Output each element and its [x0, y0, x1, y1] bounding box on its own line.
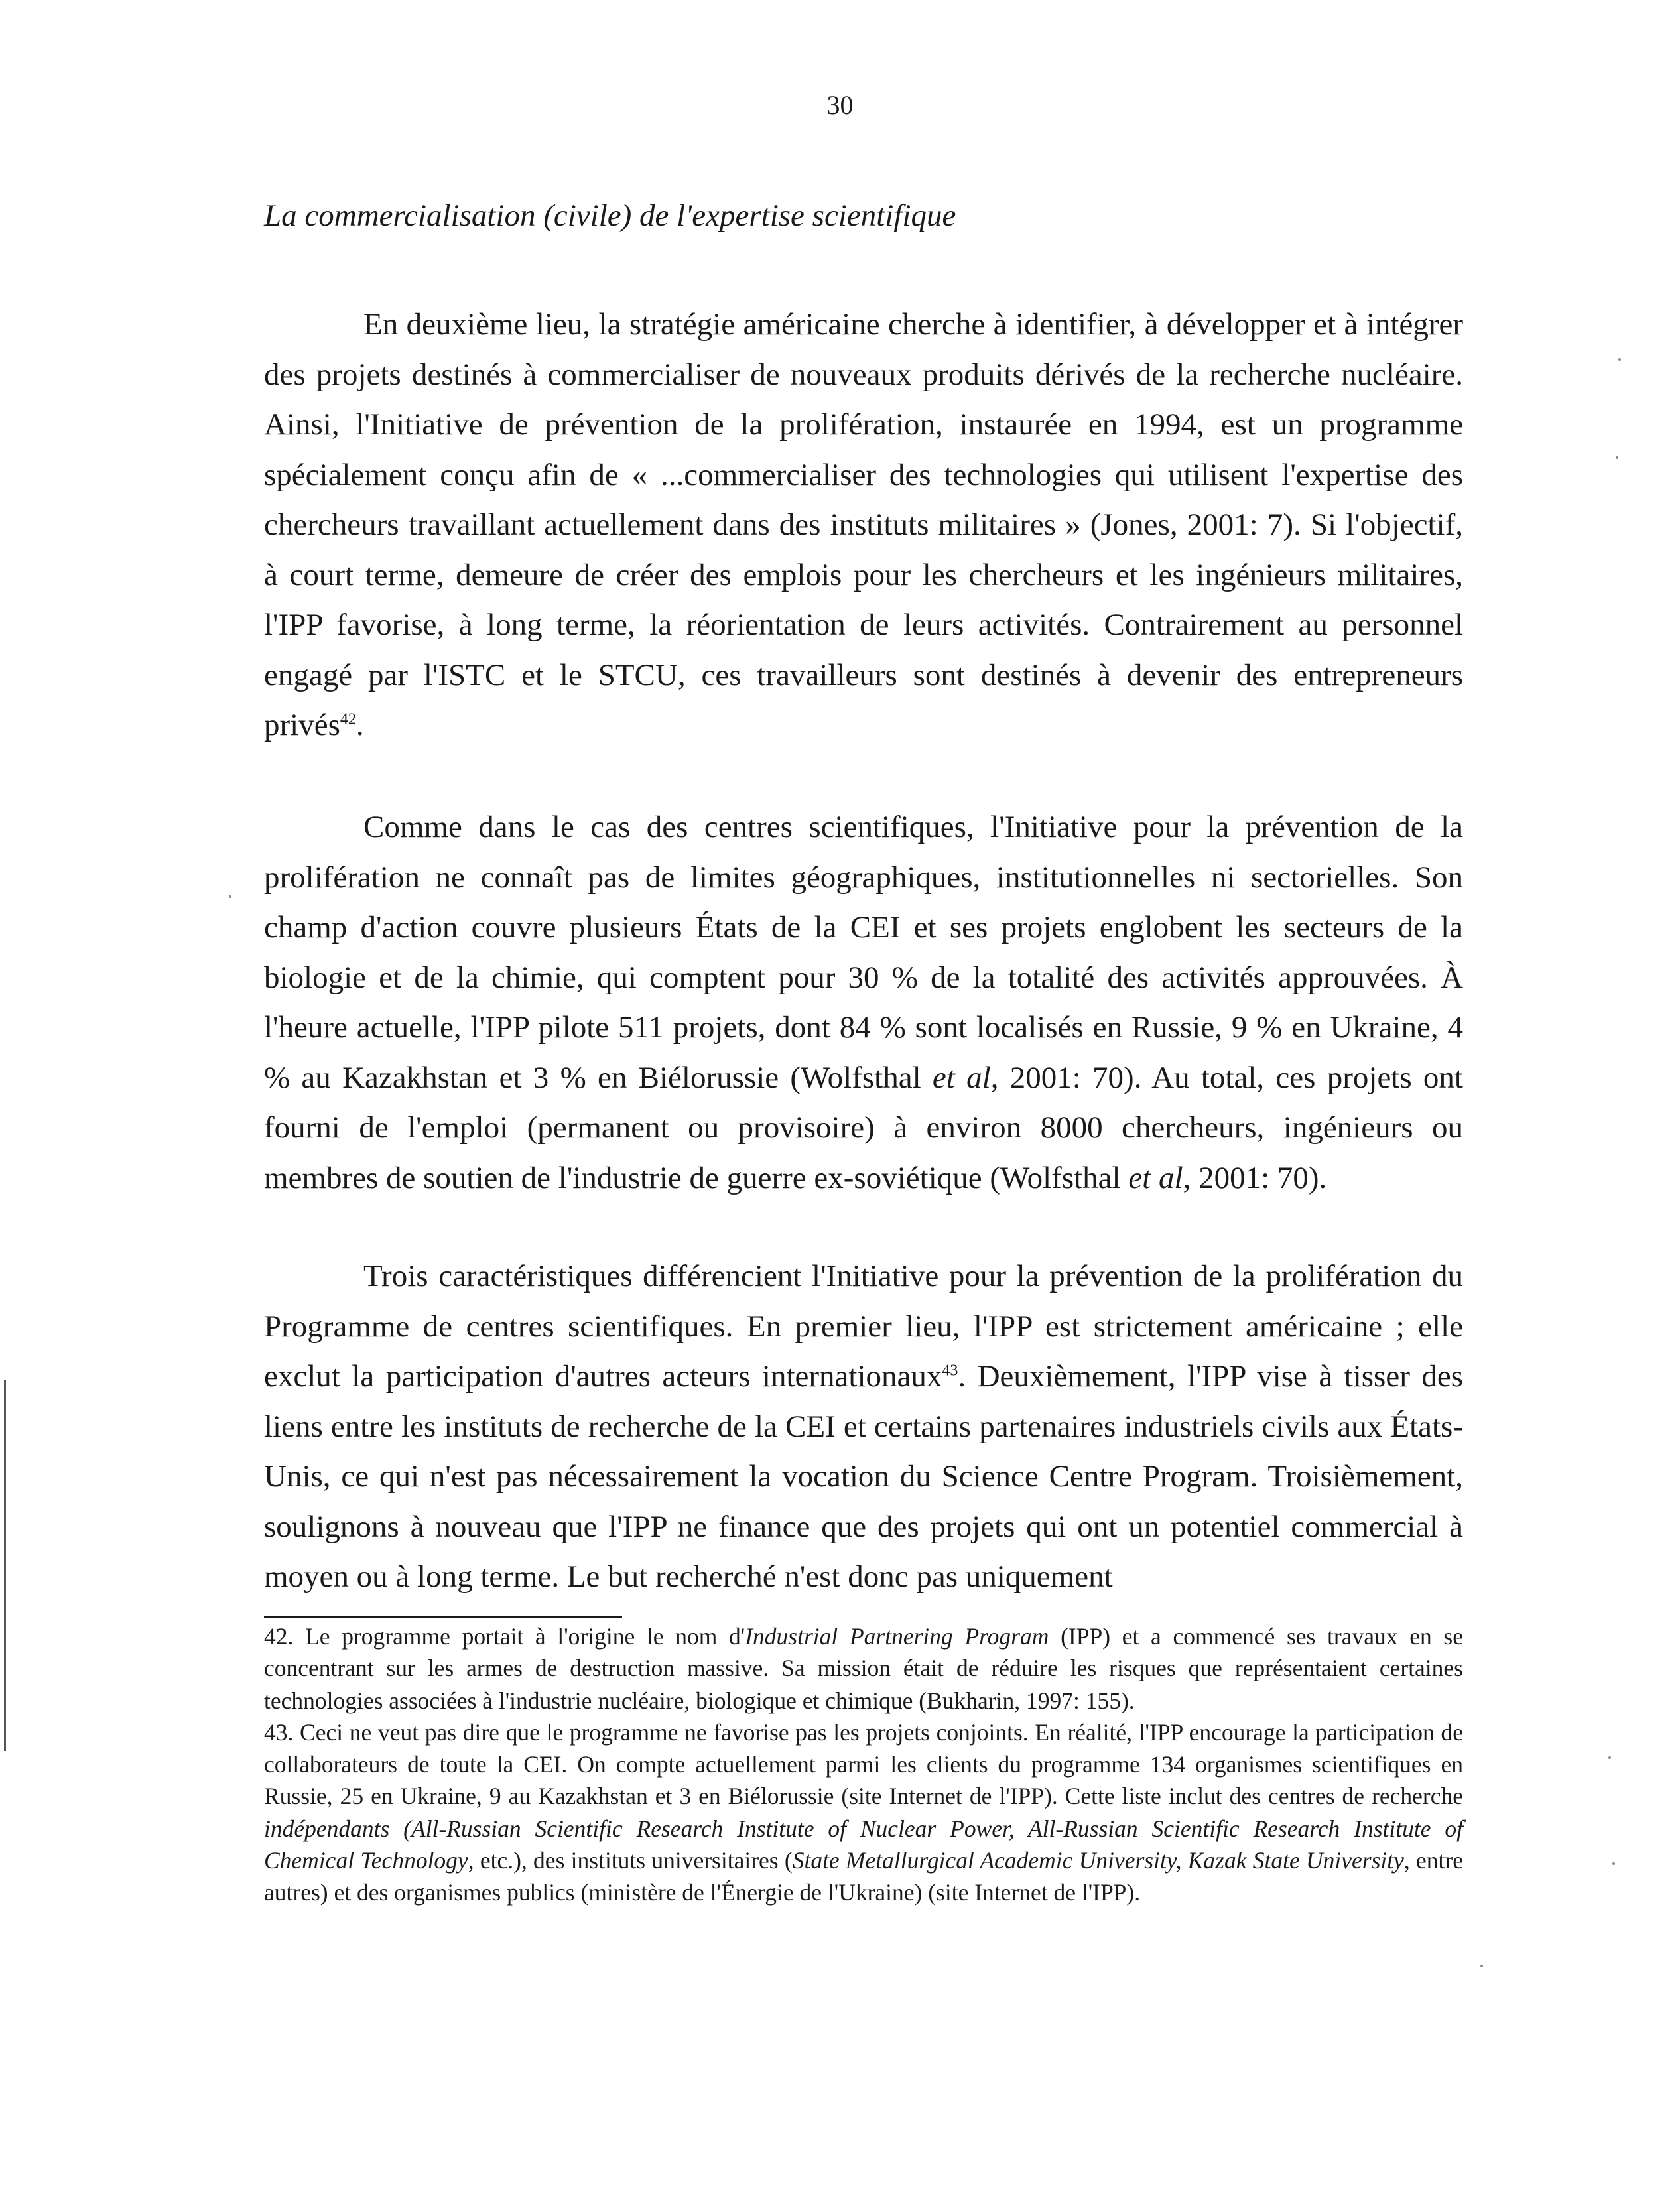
footnote-42: [264, 1620, 1463, 1717]
text-run: En deuxième lieu, la stratégie américaine cherche à identifier, à développer et à intégrer des projets destinés à commercialiser de nouveaux produits dérivés de la recherche nucléaire. Ainsi, l'Initiative de prévention de la prolifération, instaurée en 1994, est un programme spécialement conçu afin de « ...commercialiser des technologies qui utilisent l'expertise des chercheurs travaillant actuellement dans des instituts militaires » (Jones, 2001: 7). Si l'objectif, à court terme, demeure de créer des emplois pour les chercheurs et les ingénieurs militaires, l'IPP favorise, à long terme, la réorientation de leurs activités. Contrairement au personnel engagé par l'ISTC et le STCU, ces travailleurs sont destinés à devenir des entrepreneurs privés: [264, 307, 1463, 742]
text-run: Comme dans le cas des centres scientifiques, l'Initiative pour la prévention de la prolifération ne connaît pas de limites géographiques, institutionnelles ni sectorielles. Son champ d'action couvre plusieurs États de la CEI et ses projets englobent les secteurs de la biologie et de la chimie, qui comptent pour 30 % de la totalité des activités approuvées. À l'heure actuelle, l'IPP pilote 511 projets, dont 84 % sont localisés en Russie, 9 % en Ukraine, 4 % au Kazakhstan et 3 % en Biélorussie (Wolfsthal: [264, 810, 1463, 1095]
text-run: , 2001: 70).: [1183, 1160, 1327, 1195]
scan-speck: [1618, 358, 1621, 361]
italic-run: et al: [1128, 1160, 1183, 1195]
scan-speck: [1480, 1965, 1483, 1967]
body-paragraph: [264, 300, 1463, 751]
text-run: . Deuxièmement, l'IPP vise à tisser des liens entre les instituts de recherche de la CEI et certains partenaires industriels civils aux États-Unis, ce qui n'est pas nécessairement la vocation du Science Centre Program. Troisièmement, soulignons à nouveau que l'IPP ne finance que des projets qui ont un potentiel commercial à moyen ou à long terme. Le but recherché n'est donc pas uniquement: [264, 1359, 1463, 1594]
body-paragraph: [264, 1252, 1463, 1602]
scan-speck: [1608, 1756, 1611, 1759]
text-run: , etc.), des instituts universitaires (: [468, 1847, 793, 1874]
footnote-reference: 43: [942, 1362, 958, 1380]
footnotes: [264, 1620, 1463, 1909]
scan-binding-line: [4, 1380, 6, 1751]
text-run: Trois caractéristiques différencient l'Initiative pour la prévention de la prolifération du Programme de centres scientifiques. En premier lieu, l'IPP est strictement américaine ; elle exclut la participation d'autres acteurs internationaux: [264, 1259, 1463, 1394]
text-run: 43. Ceci ne veut pas dire que le programme ne favorise pas les projets conjoints. En réalité, l'IPP encourage la participation de collaborateurs de toute la CEI. On compte actuellement parmi les clients du programme 134 organismes scientifiques en Russie, 25 en Ukraine, 9 au Kazakhstan et 3 en Biélorussie (site Internet de l'IPP). Cette liste inclut des centres de recherche: [264, 1719, 1463, 1810]
scan-speck: [1616, 456, 1618, 459]
footnote-separator: [264, 1616, 622, 1618]
footnote-reference: 42: [340, 710, 356, 728]
italic-run: et al: [932, 1060, 991, 1095]
page-number: 30: [826, 90, 854, 120]
section-heading: La commercialisation (civile) de l'expertise scientifique: [264, 198, 956, 233]
scan-speck: [1612, 1862, 1615, 1865]
italic-run: indépendants (All-Russian Scientific Research Institute of Nuclear Power, All-Russian Scientific Research Institute of Chemical Technology: [264, 1815, 1463, 1874]
scan-speck: [229, 895, 231, 898]
text-run: (IPP) et a commencé ses travaux en se concentrant sur les armes de destruction massive. Sa mission était de réduire les risques que représentaient certaines technologies associées à l'industrie nucléaire, biologique et chimique (Bukharin, 1997: 155).: [264, 1623, 1463, 1714]
text-run: , 2001: 70). Au total, ces projets ont fourni de l'emploi (permanent ou provisoire) à environ 8000 chercheurs, ingénieurs ou membres de soutien de l'industrie de guerre ex-soviétique (Wolfsthal: [264, 1060, 1463, 1195]
italic-run: Industrial Partnering Program: [745, 1623, 1049, 1650]
text-run: .: [355, 708, 364, 742]
italic-run: State Metallurgical Academic University, Kazak State University: [792, 1847, 1404, 1874]
footnote-43: [264, 1717, 1463, 1909]
text-run: 42. Le programme portait à l'origine le nom d': [264, 1623, 745, 1650]
text-run: , entre autres) et des organismes publics (ministère de l'Énergie de l'Ukraine) (site Internet de l'IPP).: [264, 1847, 1463, 1906]
body-paragraph: [264, 803, 1463, 1203]
